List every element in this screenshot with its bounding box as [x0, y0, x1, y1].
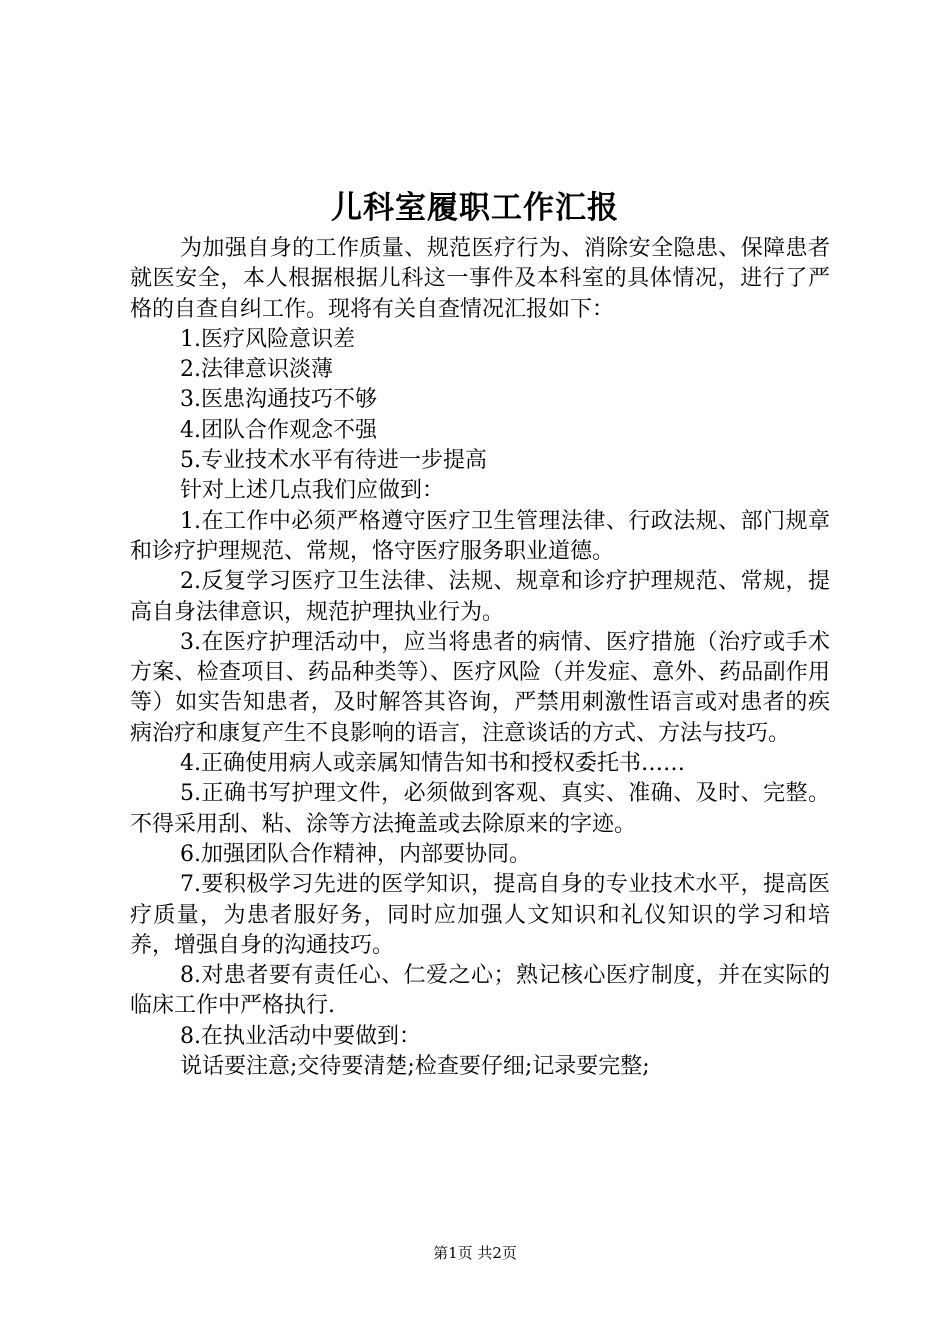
measure-item-4: 4.正确使用病人或亲属知情告知书和授权委托书……	[180, 751, 685, 777]
measure-item-5: 5.正确书写护理文件，必须做到客观、真实、准确、及时、完整。不得采用刮、粘、涂等方法掩盖或去除原来的字迹。	[130, 781, 830, 837]
problem-item-3: 3.医患沟通技巧不够	[180, 387, 377, 413]
page-footer: 第1页 共2页	[433, 1244, 517, 1262]
document-body	[130, 234, 830, 1082]
measure-item-1: 1.在工作中必须严格遵守医疗卫生管理法律、行政法规、部门规章和诊疗护理规范、常规，恪守医疗服务职业道德。	[130, 508, 830, 564]
paragraph-intro: 为加强自身的工作质量、规范医疗行为、消除安全隐患、保障患者就医安全，本人根据根据儿科这一事件及本科室的具体情况，进行了严格的自查自纠工作。现将有关自查情况汇报如下：	[130, 236, 830, 322]
measure-item-8b: 8.在执业活动中要做到：	[180, 1023, 421, 1049]
measures-heading: 针对上述几点我们应做到：	[180, 478, 445, 504]
problem-item-2: 2.法律意识淡薄	[180, 357, 333, 383]
document-title: 儿科室履职工作汇报	[331, 190, 619, 226]
measure-item-3: 3.在医疗护理活动中，应当将患者的病情、医疗措施（治疗或手术方案、检查项目、药品种类等）、医疗风险（并发症、意外、药品副作用等）如实告知患者，及时解答其咨询，严禁用刺激性语言或对患者的疾病治疗和康复产生不良影响的语言，注意谈话的方式、方法与技巧。	[130, 629, 830, 746]
problem-item-4: 4.团队合作观念不强	[180, 417, 377, 443]
problem-item-5: 5.专业技术水平有待进一步提高	[180, 448, 487, 474]
measure-item-6: 6.加强团队合作精神，内部要协同。	[180, 841, 531, 867]
problem-item-1: 1.医疗风险意识差	[180, 326, 355, 352]
measure-item-2: 2.反复学习医疗卫生法律、法规、规章和诊疗护理规范、常规，提高自身法律意识，规范护理执业行为。	[130, 569, 830, 625]
practice-rules: 说话要注意;交待要清楚;检查要仔细;记录要完整;	[180, 1054, 650, 1080]
measure-item-8a: 8.对患者要有责任心、仁爱之心；熟记核心医疗制度，并在实际的临床工作中严格执行.	[130, 963, 830, 1019]
measure-item-7: 7.要积极学习先进的医学知识，提高自身的专业技术水平，提高医疗质量，为患者服好务，同时应加强人文知识和礼仪知识的学习和培养，增强自身的沟通技巧。	[130, 872, 830, 958]
